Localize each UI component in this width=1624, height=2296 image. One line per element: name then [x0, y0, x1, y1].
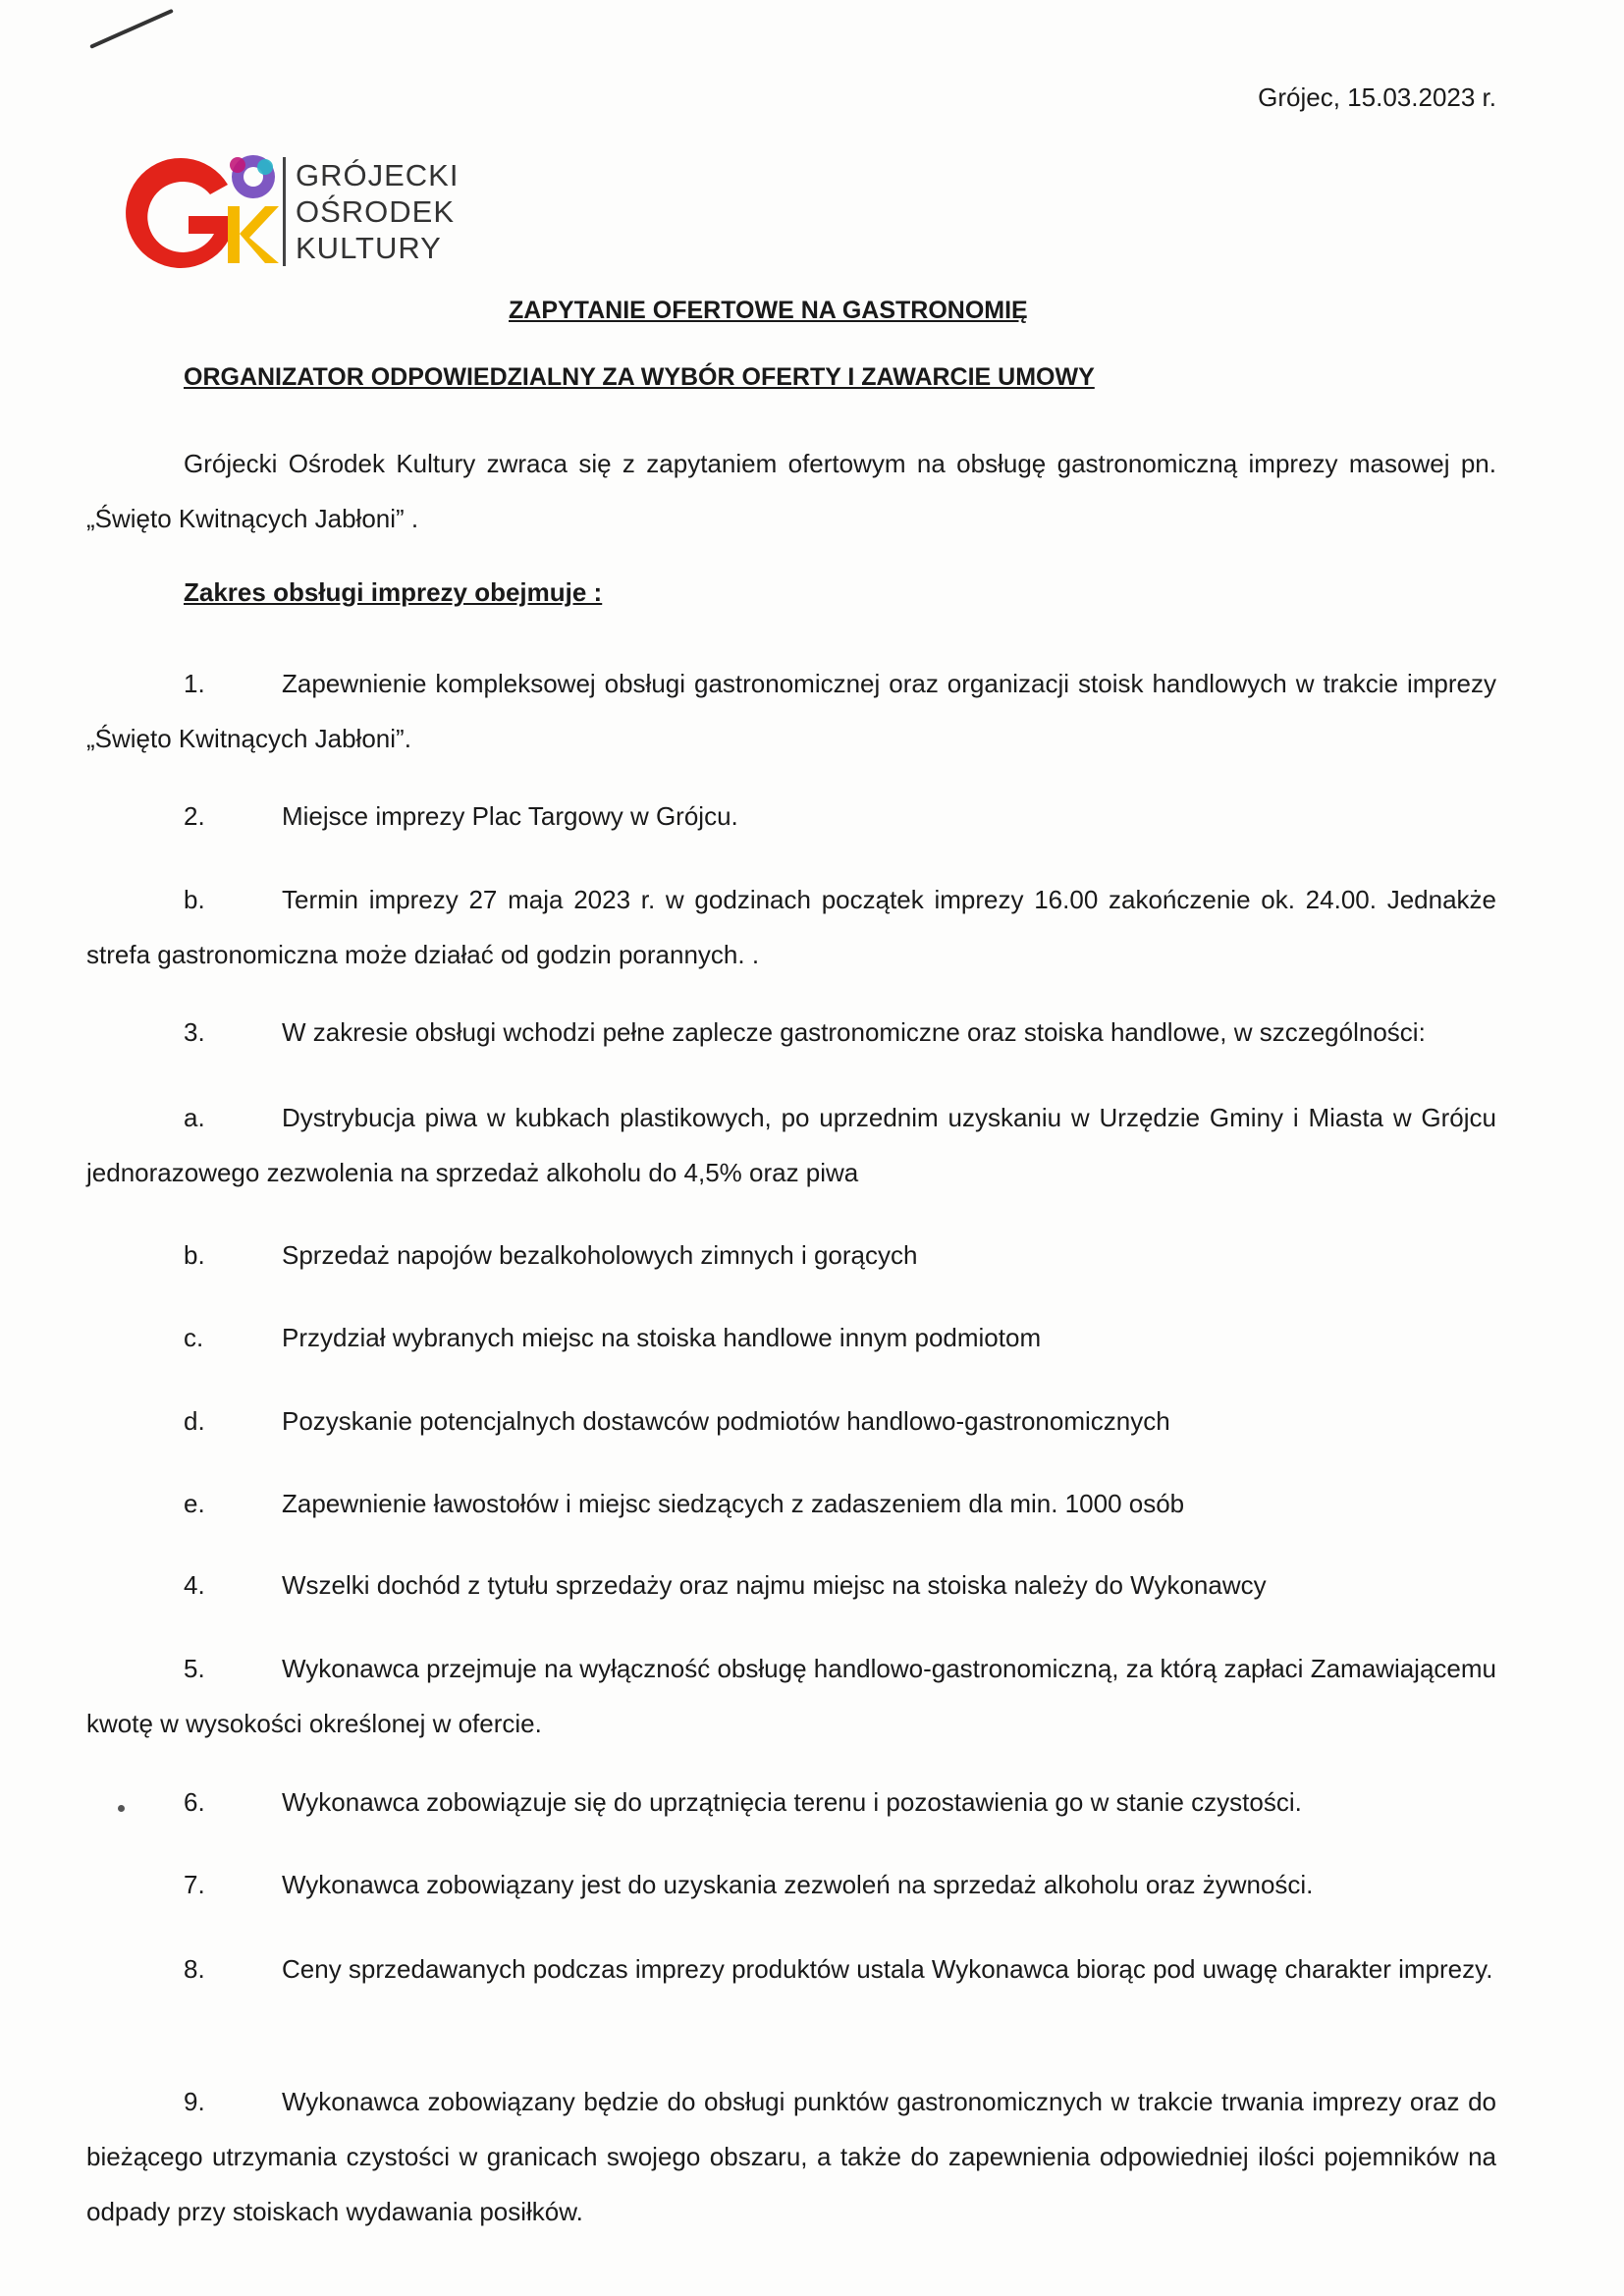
- list-item: [86, 1228, 1496, 1283]
- list-item-text: W zakresie obsługi wchodzi pełne zaplecze gastronomiczne oraz stoiska handlowe, w szczególności:: [282, 1017, 1426, 1047]
- list-item-text: Ceny sprzedawanych podczas imprezy produktów ustala Wykonawca biorąc pod uwagę charakter imprezy.: [282, 1954, 1493, 1984]
- list-item-text: Termin imprezy 27 maja 2023 r. w godzinach początek imprezy 16.00 zakończenie ok. 24.00. Jednakże strefa gastronomiczna może działać od godzin porannych. .: [86, 885, 1496, 969]
- list-item-number: 8.: [184, 1954, 205, 1984]
- list-item-text: Wszelki dochód z tytułu sprzedaży oraz najmu miejsc na stoiska należy do Wykonawcy: [282, 1570, 1267, 1600]
- list-item: [86, 1394, 1496, 1449]
- organizer-heading: ORGANIZATOR ODPOWIEDZIALNY ZA WYBÓR OFERTY I ZAWARCIE UMOWY: [184, 363, 1095, 391]
- list-item-number: 2.: [184, 801, 205, 831]
- document-title: ZAPYTANIE OFERTOWE NA GASTRONOMIĘ: [509, 297, 1028, 324]
- list-item-number: 7.: [184, 1870, 205, 1899]
- document-date: Grójec, 15.03.2023 r.: [1258, 82, 1496, 112]
- gok-logo: [118, 147, 471, 285]
- list-item-number: 3.: [184, 1017, 205, 1047]
- list-item-text: Przydział wybranych miejsc na stoiska handlowe innym podmiotom: [282, 1323, 1042, 1352]
- intro-paragraph: [86, 436, 1496, 546]
- list-item-number: c.: [184, 1323, 204, 1352]
- list-item: [86, 789, 1496, 844]
- list-item-number: 1.: [184, 669, 205, 698]
- list-item: [86, 1941, 1496, 1996]
- list-item-text: Zapewnienie kompleksowej obsługi gastronomicznej oraz organizacji stoisk handlowych w trakcie imprezy „Święto Kwitnących Jabłoni”.: [86, 669, 1496, 753]
- list-item: [86, 1310, 1496, 1365]
- list-item-number: 9.: [184, 2087, 205, 2116]
- list-item-number: d.: [184, 1406, 205, 1436]
- logo-line-3: KULTURY: [296, 231, 442, 265]
- list-item-number: 5.: [184, 1654, 205, 1683]
- list-item-text: Wykonawca przejmuje na wyłączność obsługę handlowo-gastronomiczną, za którą zapłaci Zamawiającemu kwotę w wysokości określonej w ofercie.: [86, 1654, 1496, 1738]
- gok-logo-mark-icon: [118, 147, 285, 275]
- list-item-number: b.: [184, 885, 205, 914]
- list-item-text: Sprzedaż napojów bezalkoholowych zimnych i gorących: [282, 1240, 918, 1270]
- list-item-number: e.: [184, 1489, 205, 1518]
- list-item: [86, 1857, 1496, 1912]
- logo-line-1: GRÓJECKI: [296, 158, 460, 192]
- list-item: [86, 656, 1496, 766]
- scope-heading: Zakres obsługi imprezy obejmuje :: [184, 577, 603, 607]
- list-item: [86, 1775, 1496, 1830]
- list-item-text: Dystrybucja piwa w kubkach plastikowych, po uprzednim uzyskaniu w Urzędzie Gminy i Miasta w Grójcu jednorazowego zezwolenia na sprzedaż alkoholu do 4,5% oraz piwa: [86, 1103, 1496, 1187]
- list-item-text: Pozyskanie potencjalnych dostawców podmiotów handlowo-gastronomicznych: [282, 1406, 1170, 1436]
- list-item: [86, 1641, 1496, 1751]
- list-item: [86, 2074, 1496, 2239]
- list-item-text: Wykonawca zobowiązany jest do uzyskania zezwoleń na sprzedaż alkoholu oraz żywności.: [282, 1870, 1314, 1899]
- intro-text: Grójecki Ośrodek Kultury zwraca się z zapytaniem ofertowym na obsługę gastronomiczną imprezy masowej pn. „Święto Kwitnących Jabłoni” .: [86, 449, 1496, 533]
- list-item-text: Zapewnienie ławostołów i miejsc siedzących z zadaszeniem dla min. 1000 osób: [282, 1489, 1185, 1518]
- list-item: [86, 1558, 1496, 1613]
- pen-stroke-mark: [89, 9, 174, 49]
- list-item-text: Miejsce imprezy Plac Targowy w Grójcu.: [282, 801, 738, 831]
- list-item: [86, 1476, 1496, 1531]
- list-item-number: a.: [184, 1103, 205, 1132]
- list-item: [86, 1005, 1496, 1060]
- logo-line-2: OŚRODEK: [296, 194, 456, 229]
- list-item-number: 6.: [184, 1787, 205, 1817]
- logo-wordmark: [283, 157, 459, 266]
- list-item: [86, 872, 1496, 982]
- list-item-number: b.: [184, 1240, 205, 1270]
- list-item-number: 4.: [184, 1570, 205, 1600]
- list-item-text: Wykonawca zobowiązany będzie do obsługi punktów gastronomicznych w trakcie trwania imprezy oraz do bieżącego utrzymania czystości w granicach swojego obszaru, a także do zapewnienia odpowiedniej ilości pojemników na odpady przy stoiskach wydawania posiłków.: [86, 2087, 1496, 2226]
- list-item: [86, 1090, 1496, 1200]
- list-item-text: Wykonawca zobowiązuje się do uprzątnięcia terenu i pozostawienia go w stanie czystości.: [282, 1787, 1302, 1817]
